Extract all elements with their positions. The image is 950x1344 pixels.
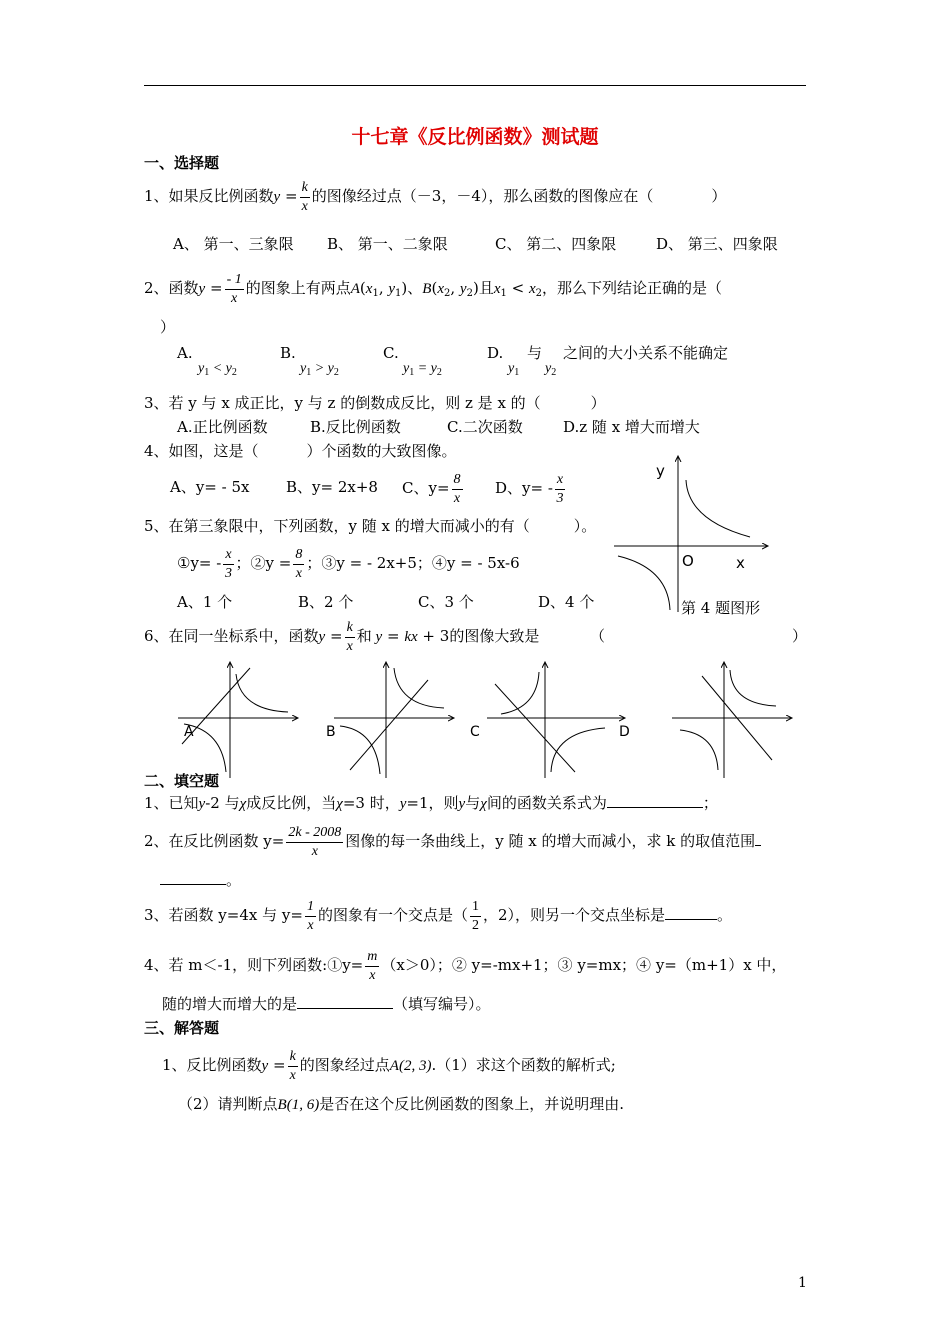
fill-4-line2: 随的增大而增大的是 （填写编号）。 <box>162 995 491 1013</box>
q4-option-a: A、y= - 5x <box>170 478 250 496</box>
question-6: 6、在同一坐标系中，函数y = $\frac{k}{x}$ 和 y = kx + 3的图像大致是 <box>144 619 540 654</box>
question-5: 5、在第三象限中，下列函数，y 随 x 的增大而减小的有（ ）。 <box>144 517 597 535</box>
q4-option-c: C、y= $\frac{8}{x}$ <box>402 471 461 506</box>
q3-option-a: A.正比例函数 <box>177 418 268 436</box>
q4-origin-label: O <box>682 552 694 570</box>
q5-option-d: D、4 个 <box>538 593 595 611</box>
q2-option-d-tail: 之间的大小关系不能确定 <box>563 344 729 362</box>
question-1: 1、如果反比例函数y = $\frac{k}{x}$ 的图像经过点（－3，－4），那么函数的图像应在（ ） <box>144 179 727 214</box>
q4-figure <box>610 450 780 620</box>
q6-bracket-open: （ <box>590 627 606 645</box>
q2-option-b: B. <box>280 344 296 362</box>
fill-2-line2: 。 <box>160 873 241 888</box>
fill-2-blank[interactable] <box>160 884 226 885</box>
q2-option-a: A. <box>177 344 193 362</box>
q5-option-c: C、3 个 <box>418 593 474 611</box>
answer-1: 1、反比例函数y = $\frac{k}{x}$ 的图象经过点A(2, 3).（1）求这个函数的解析式; <box>162 1048 616 1083</box>
question-2: 2、函数y = $\frac{- 1}{x}$ 的图象上有两点$A(x_1$, $y_1$)、$B(x_2$, $y_2$)且$x_1 < x_2$，那么下列结论正确的是（ <box>144 271 723 306</box>
q4-curve-lower <box>618 556 670 610</box>
q1-option-a: A、 第一、三象限 <box>173 235 294 253</box>
fraction-k-over-x: $\frac{k}{x}$ <box>301 179 308 214</box>
q1-option-c: C、 第二、四象限 <box>495 235 617 253</box>
q5-functions: ①y= - $\frac{x}{3}$ ；②y = $\frac{8}{x}$ ；③y = - 2x+5；④y = - 5x-6 <box>177 546 520 581</box>
q2-option-a-expr: $y_1 < y_2$ <box>198 361 237 378</box>
q1-option-b: B、 第一、二象限 <box>327 235 448 253</box>
fill-4-blank[interactable] <box>297 1008 393 1009</box>
q4-curve-upper <box>686 480 750 537</box>
q5-option-a: A、1 个 <box>177 593 233 611</box>
q2-option-d-y2: $y_2$ <box>545 361 557 378</box>
q2-option-d-with: 与 <box>527 344 543 362</box>
section-choice: 一、选择题 <box>144 154 220 172</box>
q4-figure-caption: 第 4 题图形 <box>681 599 761 617</box>
q3-option-d: D.z 随 x 增大而增大 <box>563 418 700 436</box>
q5-option-b: B、2 个 <box>298 593 354 611</box>
q6-label-d: D <box>619 724 630 740</box>
q6-graph-c <box>465 660 635 780</box>
fill-4: 4、若 m＜-1，则下列函数:①y= $\frac{m}{x}$ （x＞0）；② y=-mx+1；③ y=mx；④ y=（m+1）x 中， <box>144 948 787 983</box>
q2-option-d: D. <box>487 344 504 362</box>
fill-1: 1、已知y-2 与χ成反比例，当χ=3 时，y=1，则y与χ间的函数关系式为 ； <box>144 794 718 812</box>
section-answer: 三、解答题 <box>144 1019 220 1037</box>
question-3: 3、若 y 与 x 成正比，y 与 z 的倒数成反比，则 z 是 x 的（ ） <box>144 394 606 412</box>
q6-graph-b <box>320 660 460 780</box>
q2-option-d-y1: $y_1$ <box>508 361 520 378</box>
fill-3: 3、若函数 y=4x 与 y= $\frac{1}{x}$ 的图象有一个交点是（ $\frac{1}{2}$ ，2），则另一个交点坐标是 。 <box>144 898 733 933</box>
q6-label-b: B <box>326 724 336 740</box>
section-fill: 二、填空题 <box>144 772 220 790</box>
q6-label-a: A <box>184 724 194 740</box>
question-4: 4、如图，这是（ ）个函数的大致图像。 <box>144 442 457 460</box>
q6-label-c: C <box>470 724 480 740</box>
answer-1-part2: （2）请判断点B(1, 6)是否在这个反比例函数的图象上，并说明理由. <box>178 1095 624 1113</box>
page-title: 十七章《反比例函数》测试题 <box>351 126 599 148</box>
fill-3-blank[interactable] <box>665 919 717 920</box>
page-number: 1 <box>798 1275 807 1291</box>
q1-option-d: D、 第三、四象限 <box>656 235 778 253</box>
q4-x-label: x <box>736 554 745 572</box>
q2-close-bracket: ） <box>160 318 176 336</box>
q3-option-c: C.二次函数 <box>447 418 523 436</box>
q6-graph-d <box>668 660 808 780</box>
q2-option-b-expr: $y_1 > y_2$ <box>300 361 339 378</box>
q2-option-c: C. <box>383 344 399 362</box>
q2-option-c-expr: $y_1 = y_2$ <box>403 361 442 378</box>
q4-y-label: y <box>656 462 665 480</box>
fill-2: 2、在反比例函数 y= $\frac{2k - 2008}{x}$ 图像的每一条曲线上，y 随 x 的增大而减小，求 k 的取值范围 <box>144 822 761 860</box>
q3-option-b: B.反比例函数 <box>310 418 401 436</box>
q6-bracket-close: ） <box>792 627 808 645</box>
fill-1-blank[interactable] <box>607 807 703 808</box>
q4-option-d: D、y= - $\frac{x}{3}$ <box>495 471 564 506</box>
q4-option-b: B、y= 2x+8 <box>286 478 378 496</box>
q6-graph-a <box>170 660 310 780</box>
header-rule <box>144 85 806 86</box>
